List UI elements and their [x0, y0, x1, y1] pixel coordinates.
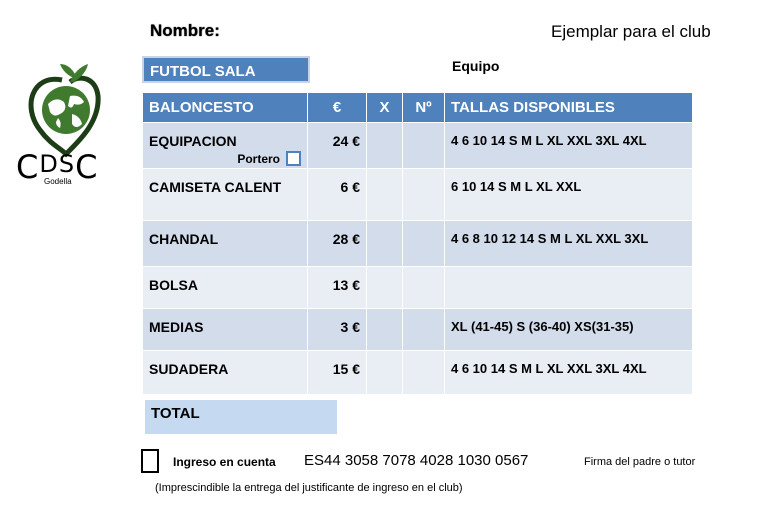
number-cell[interactable] — [403, 309, 445, 351]
number-cell[interactable] — [403, 351, 445, 395]
table-row — [143, 309, 693, 351]
item-cell: CHANDAL — [143, 221, 308, 267]
logo-letters-ds: DS — [39, 150, 76, 178]
header-price: € — [308, 93, 367, 123]
order-table — [142, 92, 693, 395]
qty-cell[interactable] — [367, 221, 403, 267]
number-cell[interactable] — [403, 123, 445, 169]
table-row — [143, 267, 693, 309]
sizes-cell: 6 10 14 S M L XL XXL — [445, 169, 693, 221]
total-field[interactable]: TOTAL — [145, 400, 337, 434]
logo-letter-c2: C — [75, 148, 99, 186]
sizes-cell: 4 6 10 14 S M L XL XXL 3XL 4XL — [445, 123, 693, 169]
table-row — [143, 169, 693, 221]
portero-option — [149, 151, 301, 166]
header-sizes: TALLAS DISPONIBLES — [445, 93, 693, 123]
footer-note: (Imprescindible la entrega del justificante de ingreso en el club) — [155, 482, 463, 494]
number-cell[interactable] — [403, 267, 445, 309]
logo-letter-c: C — [16, 148, 40, 186]
globe-heart-icon — [14, 52, 118, 162]
equipo-label: Equipo — [452, 58, 500, 74]
header-item: BALONCESTO — [143, 93, 308, 123]
firma-label: Firma del padre o tutor — [584, 456, 696, 468]
table-row — [143, 123, 693, 169]
header-qty: X — [367, 93, 403, 123]
portero-checkbox[interactable] — [286, 151, 301, 166]
qty-cell[interactable] — [367, 169, 403, 221]
ingreso-label: Ingreso en cuenta — [173, 455, 276, 469]
number-cell[interactable] — [403, 221, 445, 267]
qty-cell[interactable] — [367, 267, 403, 309]
item-cell — [143, 123, 308, 169]
iban-text: ES44 3058 7078 4028 1030 0567 — [304, 452, 529, 469]
item-cell: BOLSA — [143, 267, 308, 309]
table-row — [143, 351, 693, 395]
sizes-cell: 4 6 10 14 S M L XL XXL 3XL 4XL — [445, 351, 693, 395]
price-cell: 28 € — [308, 221, 367, 267]
item-cell: MEDIAS — [143, 309, 308, 351]
nombre-label: Nombre: — [150, 21, 220, 40]
sizes-cell — [445, 267, 693, 309]
price-cell: 15 € — [308, 351, 367, 395]
qty-cell[interactable] — [367, 309, 403, 351]
price-cell: 13 € — [308, 267, 367, 309]
price-cell: 6 € — [308, 169, 367, 221]
item-cell: SUDADERA — [143, 351, 308, 395]
header-number: Nº — [403, 93, 445, 123]
qty-cell[interactable] — [367, 123, 403, 169]
table-row — [143, 221, 693, 267]
portero-label: Portero — [237, 152, 280, 166]
price-cell: 3 € — [308, 309, 367, 351]
sizes-cell: 4 6 8 10 12 14 S M L XL XXL 3XL — [445, 221, 693, 267]
qty-cell[interactable] — [367, 351, 403, 395]
copy-label: Ejemplar para el club — [551, 22, 711, 41]
sport-banner: FUTBOL SALA — [142, 56, 310, 83]
sizes-cell: XL (41-45) S (36-40) XS(31-35) — [445, 309, 693, 351]
ingreso-checkbox[interactable] — [141, 449, 159, 473]
number-cell[interactable] — [403, 169, 445, 221]
item-name: EQUIPACION — [149, 133, 237, 149]
logo-subtitle: Godella — [44, 177, 72, 186]
table-header-row — [143, 93, 693, 123]
item-cell: CAMISETA CALENT — [143, 169, 308, 221]
price-cell: 24 € — [308, 123, 367, 169]
